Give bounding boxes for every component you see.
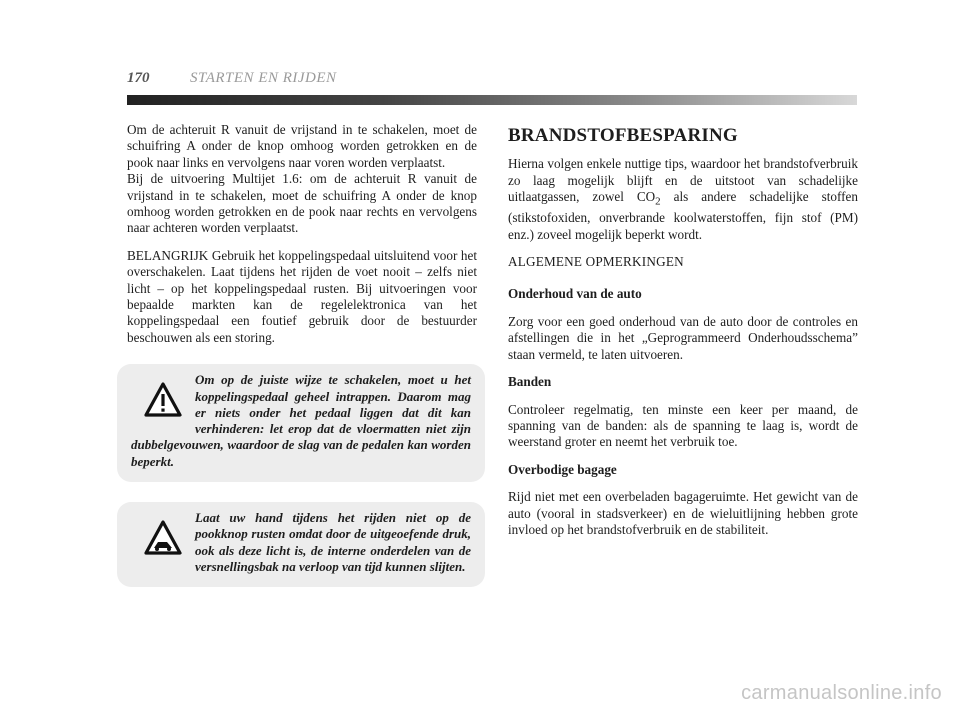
- tyres-text: Controleer regelmatig, ten minste een keer per maand, de spanning van de banden: als de spanning te laag is, wordt de weerstand groter en neemt het verbruik toe.: [508, 401, 858, 450]
- general-remarks-heading: ALGEMENE OPMERKINGEN: [508, 254, 684, 270]
- luggage-heading: Overbodige bagage: [508, 461, 617, 477]
- left-column: [127, 122, 477, 587]
- intro-text-before: Hierna volgen enkele nuttige tips, waardoor het brandstofverbruik zo laag mogelijk blijft en de uitstoot van schadelijke uitlaatgassen, zowel CO: [508, 156, 858, 205]
- warning-box-clutch: [117, 364, 485, 482]
- chapter-title: STARTEN EN RIJDEN: [190, 70, 337, 86]
- maintenance-heading: Onderhoud van de auto: [508, 286, 642, 302]
- warning-box-gearknob: [117, 502, 485, 587]
- right-column: [508, 122, 858, 549]
- watermark: carmanualsonline.info: [741, 682, 942, 704]
- multijet-paragraph: Bij de uitvoering Multijet 1.6: om de achteruit R vanuit de vrijstand in te schakelen, moet de schuifring A onder de knop omhoog worden getrokken en de pook naar rechts en vervolgens naar achteren worden verplaatst.: [127, 171, 477, 236]
- warning-triangle-icon: [143, 380, 183, 420]
- warning-text-clutch: Om op de juiste wijze te schakelen, moet u het koppelingspedaal geheel intrappen. Daarom mag er niets onder het pedaal liggen dat dit kan verhinderen: let erop dat de vloermatten niet zijn dubbelgevouwen, waardoor de slag van de pedalen kan worden beperkt.: [131, 372, 471, 469]
- luggage-text: Rijd niet met een overbeladen bagageruimte. Het gewicht van de auto (vooral in stadsverkeer) en de wieluitlijning hebben grote invloed op het brandstofverbruik en de stabiliteit.: [508, 489, 858, 537]
- intro-text-after: als andere schadelijke stoffen (stikstofoxiden, onverbrande koolwaterstoffen, fijn stof (PM) enz.) zoveel mogelijk beperkt wordt.: [508, 189, 858, 242]
- important-clutch-paragraph: BELANGRIJK Gebruik het koppelingspedaal uitsluitend voor het overschakelen. Laat tijdens het rijden de voet nooit – zelfs niet licht – op het koppelingspedaal rusten. Bij uitvoeringen voor bepaalde markten kan de regelelektronica van het koppelingspedaal een foutief gebruik door de bestuurder beschouwen als een storing.: [127, 247, 477, 345]
- tyres-heading: Banden: [508, 374, 552, 390]
- maintenance-text: Zorg voor een goed onderhoud van de auto door de controles en afstellingen die in het „Geprogrammeerd Onderhoudsschema” staan vermeld, te laten uitvoeren.: [508, 313, 858, 362]
- reverse-gear-paragraph: Om de achteruit R vanuit de vrijstand in te schakelen, moet de schuifring A onder de knop omhoog worden getrokken en de pook naar links en vervolgens naar voren worden verplaatst.: [127, 122, 477, 170]
- page-number: 170: [127, 70, 150, 86]
- damage-warning-icon: [143, 518, 183, 558]
- header-rule: [127, 95, 857, 105]
- section-title: BRANDSTOFBESPARING: [508, 125, 738, 146]
- warning-text-gearknob: Laat uw hand tijdens het rijden niet op de pookknop rusten omdat door de uitgeoefende druk, ook als deze licht is, de interne onderdelen van de versnellingsbak na verloop van tijd kunnen slijten.: [195, 510, 471, 574]
- fuel-saving-intro: [508, 156, 858, 243]
- co2-subscript: 2: [655, 195, 661, 208]
